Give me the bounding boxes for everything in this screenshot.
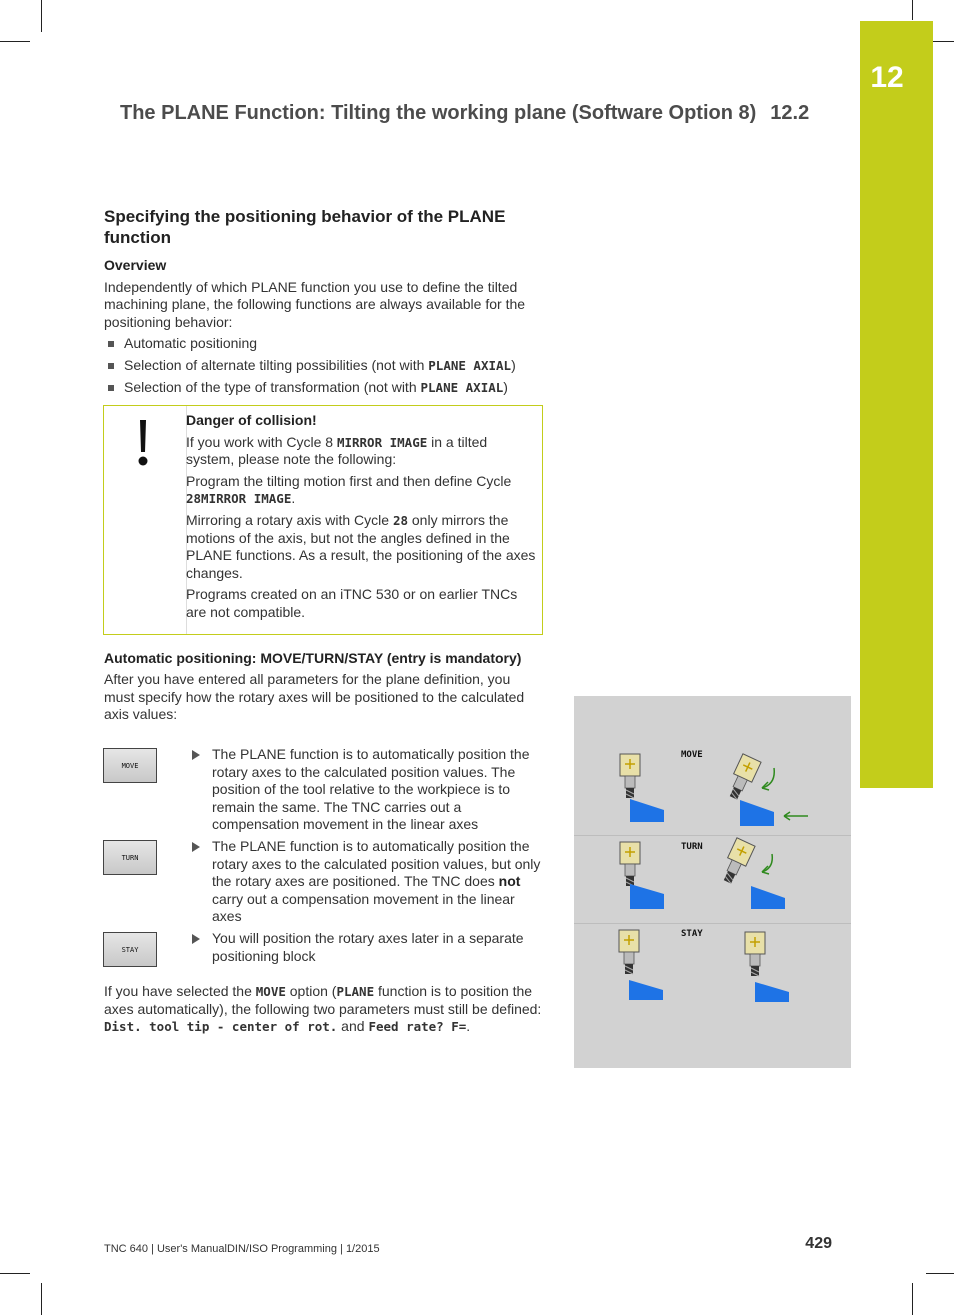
- autopos-heading: Automatic positioning: MOVE/TURN/STAY (entry is mandatory): [104, 650, 522, 666]
- list-item: Selection of alternate tilting possibilities (not with PLANE AXIAL): [104, 357, 544, 375]
- softkey-stay[interactable]: STAY: [103, 932, 157, 967]
- workpiece-shape: [629, 980, 663, 1000]
- section-heading: Specifying the positioning behavior of the PLANE function: [104, 207, 506, 247]
- chapter-number: 12: [870, 61, 904, 94]
- figure-label-move: MOVE: [681, 750, 703, 760]
- crop-mark: [912, 0, 913, 20]
- section-number: 12.2: [770, 102, 810, 124]
- crop-mark: [926, 1273, 954, 1274]
- workpiece-shape: [755, 982, 789, 1002]
- figure-label-stay: STAY: [681, 929, 703, 939]
- workpiece-shape: [740, 800, 774, 826]
- behavior-list: [104, 335, 544, 397]
- warning-text: [186, 412, 536, 626]
- rotation-arrow: [762, 768, 774, 788]
- crop-mark: [912, 1283, 913, 1315]
- code-term: PLANE AXIAL: [428, 358, 512, 374]
- warning-paragraph: Mirroring a rotary axis with Cycle 28 only mirrors the motions of the axis, but not the angles defined in the PLANE functions. As a result, the positioning of the axes changes.: [186, 511, 536, 581]
- softkey-turn[interactable]: TURN: [103, 840, 157, 875]
- option-stay: [192, 930, 542, 965]
- closing-paragraph: If you have selected the MOVE option (PLANE function is to position the axes automatically), the following two parameters must still be defined: Dist. tool tip - center of rot. and Feed rate? F=.: [104, 983, 542, 1035]
- overview-block: [104, 257, 544, 401]
- warning-paragraph: Programs created on an iTNC 530 or on earlier TNCs are not compatible.: [186, 586, 518, 620]
- workpiece-shape: [630, 799, 664, 822]
- chapter-tab: [860, 21, 933, 788]
- figure-label-turn: TURN: [681, 842, 703, 852]
- list-item: Automatic positioning: [104, 335, 544, 353]
- exclamation-icon: [137, 418, 149, 468]
- option-text: The PLANE function is to automatically position the rotary axes to the calculated position values. The position of the tool relative to the workpiece is to remain the same. The TNC carries out a compensation movement in the linear axes: [212, 746, 530, 833]
- crop-mark: [0, 1273, 30, 1274]
- move-turn-stay-figure: [574, 696, 851, 1068]
- running-title: The PLANE Function: Tilting the working plane (Software Option 8): [120, 102, 757, 124]
- footer-text: TNC 640 | User's ManualDIN/ISO Programming | 1/2015: [104, 1243, 380, 1255]
- option-text: You will position the rotary axes later in a separate positioning block: [212, 930, 524, 964]
- page-number: 429: [805, 1235, 832, 1252]
- warning-paragraph: Program the tilting motion first and then define Cycle 28MIRROR IMAGE.: [186, 472, 512, 507]
- crop-mark: [41, 1283, 42, 1315]
- softkey-move[interactable]: MOVE: [103, 748, 157, 783]
- shift-arrow: [784, 812, 808, 820]
- crop-mark: [0, 41, 30, 42]
- warning-title: Danger of collision!: [186, 412, 317, 428]
- arrow-bullet-icon: [192, 842, 200, 852]
- figure-drawing: [574, 696, 851, 1068]
- workpiece-shape: [630, 884, 664, 909]
- arrow-bullet-icon: [192, 750, 200, 760]
- option-move: [192, 746, 542, 834]
- crop-mark: [41, 0, 42, 32]
- overview-heading: Overview: [104, 257, 167, 273]
- running-header: [120, 102, 832, 125]
- list-item: Selection of the type of transformation (not with PLANE AXIAL): [104, 379, 544, 397]
- autopos-intro: After you have entered all parameters for the plane definition, you must specify how the rotary axes will be positioned to the calculated axis values:: [104, 671, 525, 723]
- arrow-bullet-icon: [192, 934, 200, 944]
- warning-paragraph: If you work with Cycle 8 MIRROR IMAGE in a tilted system, please note the following:: [186, 433, 488, 468]
- warning-box: [103, 405, 543, 635]
- workpiece-shape: [751, 886, 785, 909]
- rotation-arrow: [762, 854, 772, 872]
- autopos-block: [104, 650, 544, 724]
- option-text: The PLANE function is to automatically position the rotary axes to the calculated position values, but only the rotary axes are positioned. The TNC does not carry out a compensation movement in the linear axes: [212, 838, 541, 925]
- code-term: PLANE AXIAL: [420, 380, 504, 396]
- tool-icon: [620, 754, 640, 798]
- option-turn: [192, 838, 542, 926]
- overview-intro: Independently of which PLANE function you use to define the tilted machining plane, the following functions are always available for the positioning behavior:: [104, 278, 526, 330]
